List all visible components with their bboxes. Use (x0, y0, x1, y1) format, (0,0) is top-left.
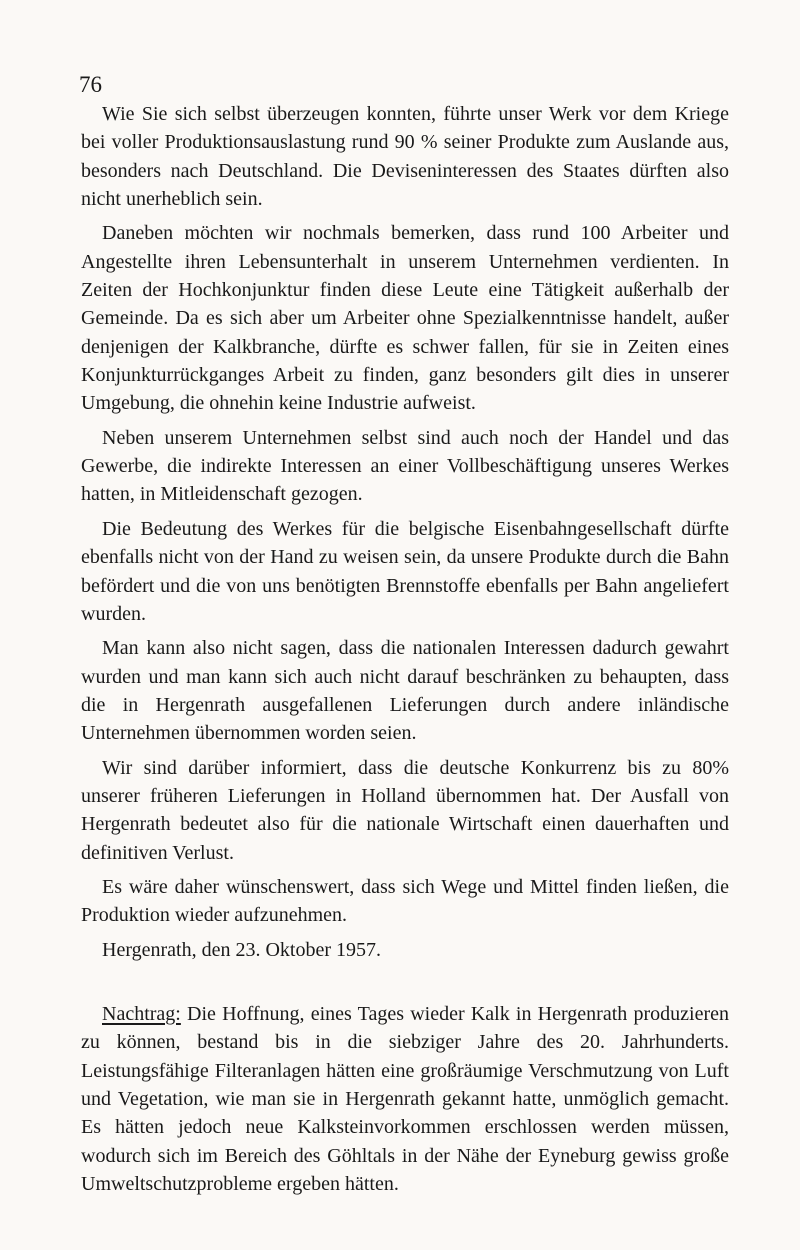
paragraph-competition: Wir sind darüber informiert, dass die deutsche Konkurrenz bis zu 80% unserer früheren Lieferungen in Holland übernommen hat. Der Ausfall von Hergenrath bedeutet also für die nationale Wirtschaft einen dauerhaften und definitiven Verlust. (81, 756, 729, 864)
letter-text (81, 100, 729, 1204)
page-number: 76 (79, 72, 102, 97)
paragraph-export-share: Wie Sie sich selbst überzeugen konnten, führte unser Werk vor dem Kriege bei voller Produktionsauslastung rund 90 % seiner Produkte zum Auslande aus, besonders nach Deutschland. Die Deviseninteressen des Staates dürften also nicht unerheblich sein. (81, 103, 729, 211)
paragraph-national-interests: Man kann also nicht sagen, dass die nationalen Interessen dadurch gewahrt wurden und man kann sich auch nicht darauf beschränken zu behaupten, dass die in Hergenrath ausgefallenen Lieferungen durch andere inländische Unternehmen übernommen worden seien. (81, 637, 729, 745)
paragraph-employees: Daneben möchten wir nochmals bemerken, dass rund 100 Arbeiter und Angestellte ihren Lebensunterhalt in unserem Unternehmen verdienten. In Zeiten der Hochkonjunktur finden diese Leute eine Tätigkeit außerhalb der Gemeinde. Da es sich aber um Arbeiter ohne Spezialkenntnisse handelt, außer denjenigen der Kalkbranche, dürfte es schwer fallen, für sie in Zeiten eines Konjunkturrückganges Arbeit zu finden, ganz besonders gilt dies in unserer Umgebung, die ohnehin keine Industrie aufweist. (81, 222, 729, 415)
postscript-text: Die Hoffnung, eines Tages wieder Kalk in Hergenrath produzieren zu können, bestand bis in die siebziger Jahre des 20. Jahrhunderts. Leistungsfähige Filteranlagen hätten eine großräumige Verschmutzung von Luft und Vegetation, wie man sie in Hergenrath gekannt hatte, unmöglich gemacht. Es hätten jedoch neue Kalksteinvorkommen erschlossen werden müssen, wodurch sich im Bereich des Göhltals in der Nähe der Eyneburg gewiss große Umweltschutzprobleme ergeben hätten. (81, 1002, 729, 1196)
postscript-paragraph (81, 1000, 729, 1198)
paragraph-conclusion: Es wäre daher wünschenswert, dass sich Wege und Mittel finden ließen, die Produktion wieder aufzunehmen. (81, 875, 729, 927)
paragraph-railway: Die Bedeutung des Werkes für die belgische Eisenbahngesellschaft dürfte ebenfalls nicht von der Hand zu weisen sein, da unsere Produkte durch die Bahn befördert und die von uns benötigten Brennstoffe ebenfalls per Bahn angeliefert wurden. (81, 517, 729, 625)
postscript-label: Nachtrag: (102, 1002, 181, 1025)
paragraph-local-trade: Neben unserem Unternehmen selbst sind auch noch der Handel und das Gewerbe, die indirekte Interessen an einer Vollbeschäftigung unseres Werkes hatten, in Mitleidenschaft gezogen. (81, 426, 729, 506)
dateline: Hergenrath, den 23. Oktober 1957. (102, 938, 382, 961)
